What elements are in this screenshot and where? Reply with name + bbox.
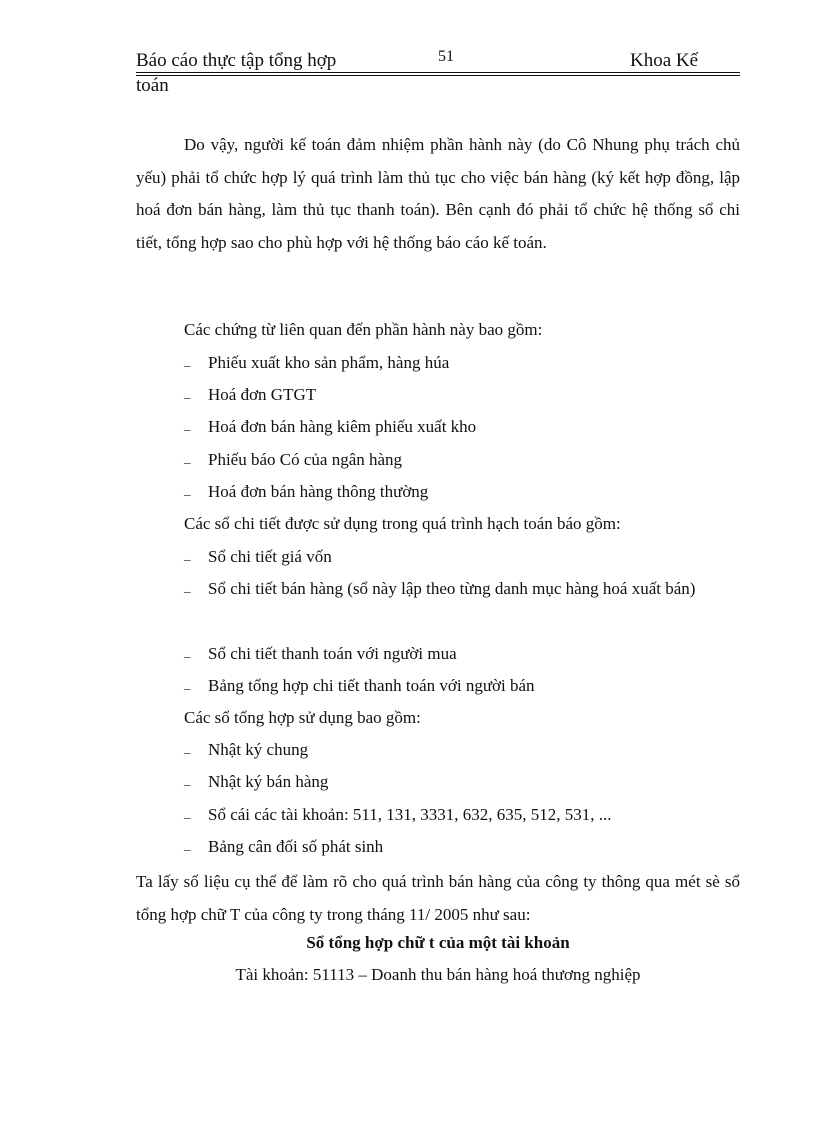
list-item	[184, 444, 740, 477]
account-line: Tài khoản: 51113 – Doanh thu bán hàng hoá thương nghiệp	[235, 965, 641, 984]
list-item-text: Sổ chi tiết giá vốn	[208, 547, 332, 566]
header-rule-double	[136, 75, 740, 76]
list-item	[184, 379, 740, 412]
page-number: 51	[438, 48, 454, 65]
table-title: Sổ tổng hợp chữ t của một tài khoản	[306, 933, 570, 952]
list-item-text: Sổ chi tiết bán hàng (sổ này lập theo từng danh mục hàng hoá xuất bán)	[208, 579, 696, 598]
list-item-text: Sổ cái các tài khoản: 511, 131, 3331, 632, 635, 512, 531, ...	[208, 805, 612, 824]
list-item-text: Hoá đơn GTGT	[208, 385, 317, 404]
list-item	[184, 573, 740, 606]
bullet-dash: _	[184, 385, 191, 400]
bullet-dash: _	[184, 450, 191, 465]
list-item	[184, 347, 740, 380]
list-item	[184, 766, 740, 799]
bullet-dash: _	[184, 644, 191, 659]
bullet-dash: _	[184, 740, 191, 755]
bullet-dash: _	[184, 772, 191, 787]
list-item	[184, 734, 740, 767]
list-item-text: Bảng cân đối số phát sinh	[208, 837, 384, 856]
list-item	[184, 411, 740, 444]
documents-heading: Các chứng từ liên quan đến phần hành này bao gồm:	[184, 320, 543, 339]
list-item-text: Sổ chi tiết thanh toán với người mua	[208, 644, 457, 663]
header-rule	[136, 72, 740, 73]
bullet-dash: _	[184, 547, 191, 562]
summary-books-heading: Các sổ tổng hợp sử dụng bao gồm:	[184, 708, 421, 727]
list-item	[184, 476, 740, 509]
list-item	[184, 670, 740, 703]
bullet-dash: _	[184, 676, 191, 691]
intro-paragraph: Do vậy, người kế toán đảm nhiệm phần hành này (do Cô Nhung phụ trách chủ yếu) phải tổ chức hợp lý quá trình làm thủ tục cho việc bán hàng (ký kết hợp đồng, lập hoá đơn bán hàng, làm thủ tục thanh toán). Bên cạnh đó phải tổ chức hệ thống sổ chi tiết, tổng hợp sao cho phù hợp với hệ thống báo cáo kế toán.	[136, 135, 740, 252]
list-item-text: Nhật ký bán hàng	[208, 772, 329, 791]
list-item	[184, 831, 740, 864]
bullet-dash: _	[184, 482, 191, 497]
closing-paragraph: Ta lấy số liệu cụ thể để làm rõ cho quá trình bán hàng của công ty thông qua mét sè sổ tổng hợp chữ T của công ty trong tháng 11/ 2005 như sau:	[136, 872, 740, 924]
list-item	[184, 541, 740, 574]
list-item	[184, 638, 740, 671]
bullet-dash: _	[184, 579, 191, 594]
list-item-text: Nhật ký chung	[208, 740, 309, 759]
bullet-dash: _	[184, 837, 191, 852]
bullet-dash: _	[184, 353, 191, 368]
bullet-dash: _	[184, 417, 191, 432]
list-item-text: Phiếu báo Có của ngân hàng	[208, 450, 403, 469]
bullet-dash: _	[184, 805, 191, 820]
header-report-title: Báo cáo thực tập tổng hợp	[136, 50, 337, 71]
list-item-text: Hoá đơn bán hàng thông thường	[208, 482, 429, 501]
list-item	[184, 799, 740, 832]
detail-books-heading: Các sổ chi tiết được sử dụng trong quá trình hạch toán báo gồm:	[184, 514, 621, 533]
list-item-text: Phiếu xuất kho sản phẩm, hàng húa	[208, 353, 450, 372]
list-item-text: Hoá đơn bán hàng kiêm phiếu xuất kho	[208, 417, 477, 436]
header-department: Khoa Kế	[630, 50, 699, 71]
header-department-continuation: toán	[136, 75, 169, 96]
list-item-text: Bảng tổng hợp chi tiết thanh toán với người bán	[208, 676, 535, 695]
